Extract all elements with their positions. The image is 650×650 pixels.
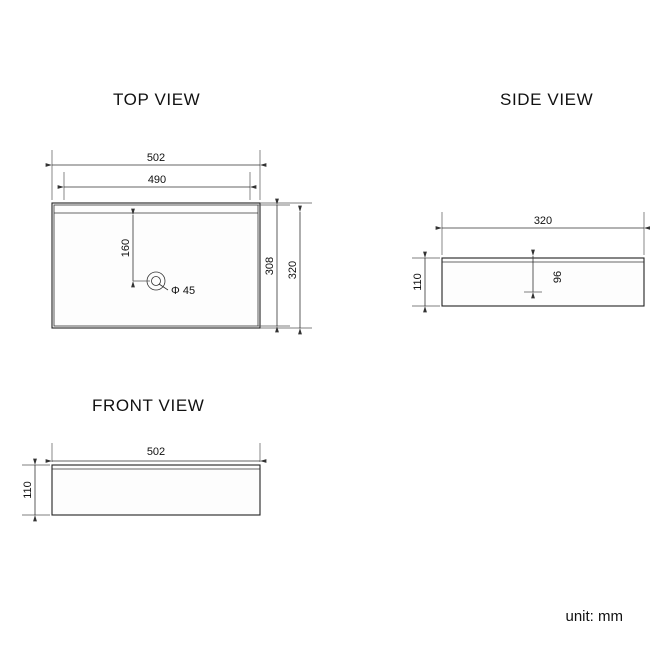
top-view-title: TOP VIEW [113,90,201,109]
dim-top-hole-diameter: Φ 45 [171,285,196,297]
side-view-geometry [442,258,644,306]
dim-side-96: 96 [552,270,564,284]
dim-top-308: 308 [264,256,276,276]
front-view-title: FRONT VIEW [92,396,205,415]
dim-top-490: 490 [147,174,167,186]
dim-top-160: 160 [120,238,132,258]
dim-side-110: 110 [412,273,424,291]
side-view-title: SIDE VIEW [500,90,594,109]
dim-front-110: 110 [22,481,34,499]
dim-top-320: 320 [287,260,299,280]
dim-side-320: 320 [533,215,553,227]
front-view-geometry [52,465,260,515]
dim-front-502: 502 [146,446,166,458]
unit-note: unit: mm [565,608,623,625]
top-view-geometry [52,203,260,328]
dim-top-502: 502 [146,152,166,164]
